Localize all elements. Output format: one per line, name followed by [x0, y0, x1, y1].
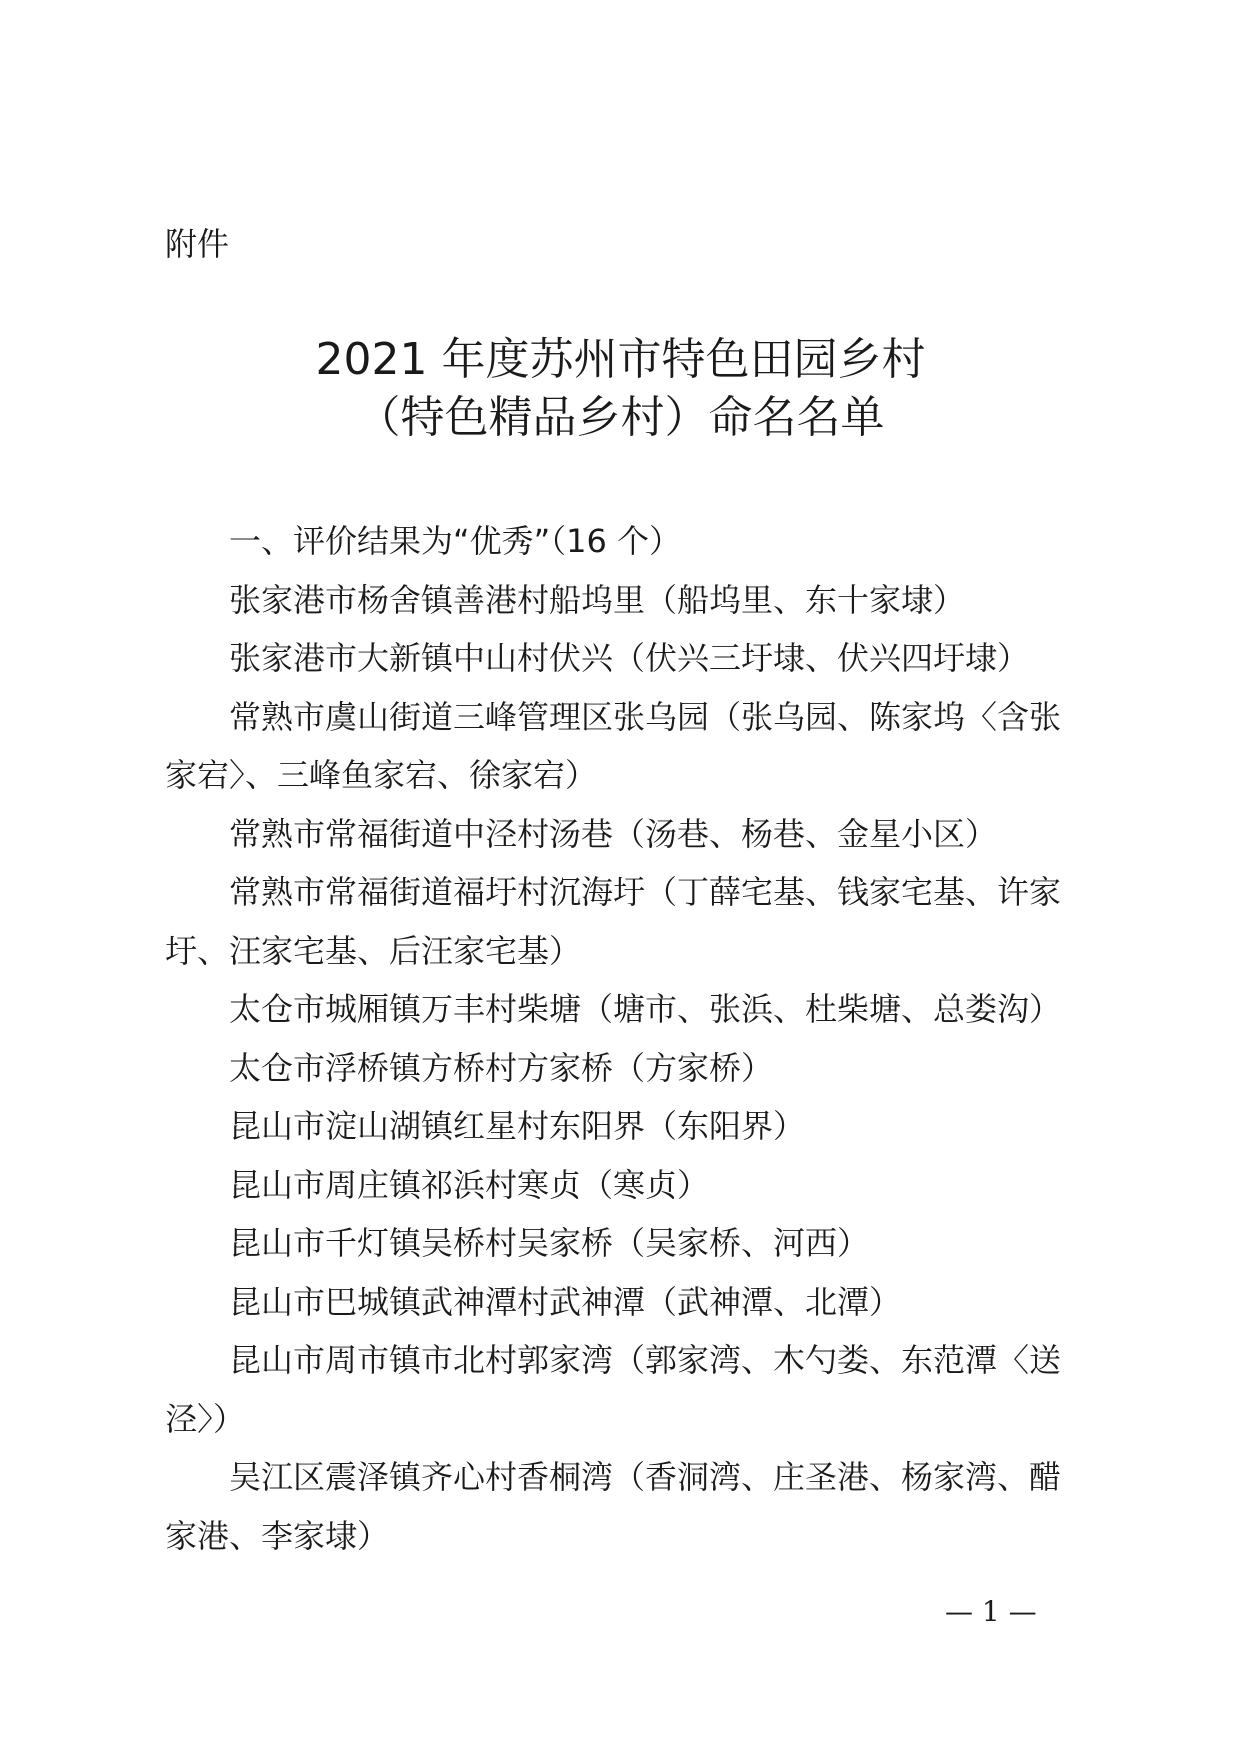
section-heading: 一、评价结果为“优秀”（16 个）: [229, 522, 682, 560]
document-body: [165, 512, 1080, 1565]
list-item: 张家港市大新镇中山村伏兴（伏兴三圩埭、伏兴四圩埭）: [229, 639, 1030, 677]
attachment-label: 附件: [165, 225, 230, 263]
list-item: 太仓市浮桥镇方桥村方家桥（方家桥）: [229, 1048, 774, 1087]
list-item: 昆山市周庄镇祁浜村寒贞（寒贞）: [229, 1165, 710, 1204]
list-item: 太仓市城厢镇万丰村柴塘（塘市、张浜、杜柴塘、总娄沟）: [229, 990, 1062, 1028]
list-item: 昆山市淀山湖镇红星村东阳界（东阳界）: [229, 1107, 806, 1145]
document-title-line1: 2021 年度苏州市特色田园乡村: [315, 334, 926, 385]
list-item: 吴江区震泽镇齐心村香桐湾（香洞湾、庄圣港、杨家湾、醋家港、李家埭）: [165, 1458, 1062, 1555]
page-number: — 1 —: [945, 1595, 1037, 1628]
list-item: 常熟市常福街道福圩村沉海圩（丁薛宅基、钱家宅基、许家圩、汪家宅基、后汪家宅基）: [165, 873, 1062, 970]
document-title-line2: （特色精品乡村）命名名单: [356, 392, 885, 443]
list-item: 昆山市周市镇市北村郭家湾（郭家湾、木勺娄、东范潭〈送泾〉）: [165, 1341, 1062, 1438]
list-item: 常熟市常福街道中泾村汤巷（汤巷、杨巷、金星小区）: [229, 814, 998, 853]
list-item: 昆山市巴城镇武神潭村武神潭（武神潭、北潭）: [229, 1282, 902, 1321]
list-item: 昆山市千灯镇吴桥村吴家桥（吴家桥、河西）: [229, 1224, 870, 1262]
list-item: 张家港市杨舍镇善港村船坞里（船坞里、东十家埭）: [229, 580, 966, 619]
list-item: 常熟市虞山街道三峰管理区张乌园（张乌园、陈家坞〈含张家宕〉、三峰鱼家宕、徐家宕）: [165, 697, 1062, 794]
